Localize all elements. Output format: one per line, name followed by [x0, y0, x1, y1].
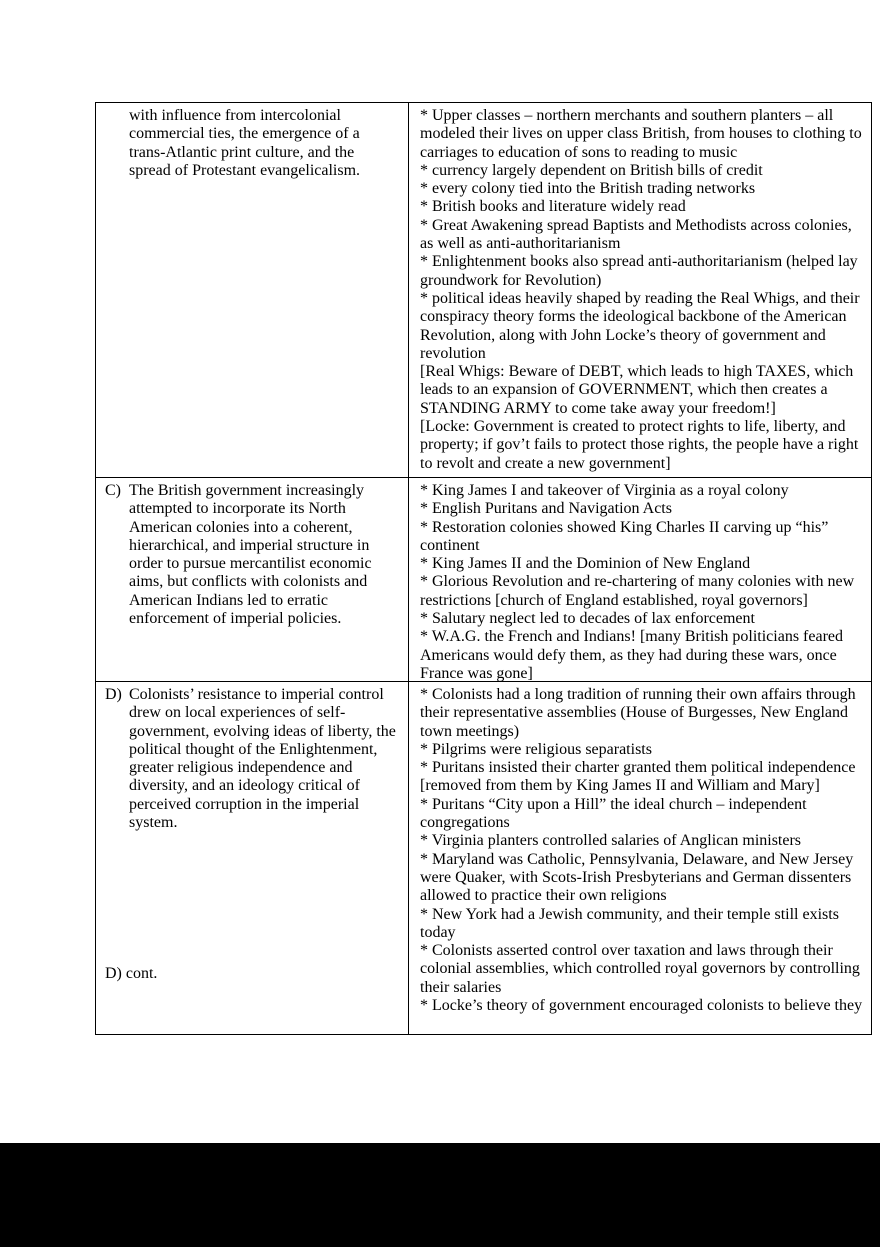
bullet-line: * English Puritans and Navigation Acts — [420, 500, 672, 518]
bullet-line: * Salutary neglect led to decades of lax enforcement — [420, 610, 755, 628]
bullet-line: * Colonists had a long tradition of running their own affairs through their representative assemblies (House of Burgesses, New England town meetings) — [420, 686, 856, 740]
bullet-line: * Locke’s theory of government encouraged colonists to believe they — [420, 997, 863, 1015]
bullet-line: * Colonists asserted control over taxation and laws through their colonial assemblies, which controlled royal governors by controlling their salaries — [420, 942, 860, 996]
bullet-line: * every colony tied into the British trading networks — [420, 180, 756, 198]
bullet-line: * Puritans “City upon a Hill” the ideal church – independent congregations — [420, 795, 807, 832]
bullet-line: * Pilgrims were religious separatists — [420, 740, 652, 758]
bullet-line: * Glorious Revolution and re-chartering of many colonies with new restrictions [church of England established, royal governors] — [420, 573, 855, 609]
bullet-line: * Enlightenment books also spread anti-authoritarianism (helped lay groundwork for Revolution) — [420, 253, 858, 289]
outline-item — [105, 107, 398, 180]
item-marker: D) — [105, 686, 122, 703]
left-cell — [96, 478, 409, 681]
bullet-line: * King James II and the Dominion of New England — [420, 555, 751, 573]
footer-black-band — [0, 1143, 880, 1247]
bullet-line: * British books and literature widely read — [420, 198, 686, 216]
bullet-line: * New York had a Jewish community, and their temple still exists today — [420, 905, 839, 941]
bullet-line: * W.A.G. the French and Indians! [many British politicians feared Americans would defy them, as they had during these wars, once France was gone] — [420, 628, 844, 681]
right-cell — [409, 478, 871, 681]
left-cell — [96, 103, 409, 477]
bullet-line: * Maryland was Catholic, Pennsylvania, Delaware, and New Jersey were Quaker, with Scots-Irish Presbyterians and German dissenters allowed to practice their own religions — [420, 850, 854, 905]
item-text: The British government increasingly attempted to incorporate its North American colonies into a coherent, hierarchical, and imperial structure in order to pursue mercantilist economic aims, but conflicts with colonists and American Indians led to erratic enforcement of imperial policies. — [129, 482, 372, 628]
table-row — [96, 477, 871, 681]
table-row — [96, 103, 871, 477]
left-cell — [96, 682, 409, 1034]
item-continuation-label: D) cont. — [105, 965, 158, 982]
outline-item — [105, 686, 398, 832]
item-text: Colonists’ resistance to imperial control drew on local experiences of self-government, evolving ideas of liberty, the political thought of the Enlightenment, greater religious independence and diversity, and an ideology critical of perceived corruption in the imperial system. — [129, 686, 396, 832]
bullet-line: * Restoration colonies showed King Charles II carving up “his” continent — [420, 518, 829, 554]
table-row — [96, 681, 871, 1034]
bullet-line: * Upper classes – northern merchants and southern planters – all modeled their lives on upper class British, from houses to clothing to carriages to education of sons to reading to music — [420, 107, 862, 161]
right-cell — [409, 103, 871, 477]
right-cell — [409, 682, 871, 1034]
bullet-line: [Locke: Government is created to protect rights to life, liberty, and property; if gov’t fails to protect those rights, the people have a right to revolt and create a new government] — [420, 418, 859, 472]
bullet-line: * political ideas heavily shaped by reading the Real Whigs, and their conspiracy theory forms the ideological backbone of the American Revolution, along with John Locke’s theory of government and revolution — [420, 289, 860, 362]
bullet-line: * Virginia planters controlled salaries of Anglican ministers — [420, 832, 802, 850]
item-marker: C) — [105, 482, 121, 499]
item-text: with influence from intercolonial commercial ties, the emergence of a trans-Atlantic print culture, and the spread of Protestant evangelicalism. — [129, 107, 361, 179]
notes-table — [95, 102, 872, 1035]
bullet-line: * King James I and takeover of Virginia as a royal colony — [420, 482, 789, 499]
bullet-line: * currency largely dependent on British bills of credit — [420, 161, 763, 179]
bullet-line: * Great Awakening spread Baptists and Methodists across colonies, as well as anti-authoritarianism — [420, 216, 852, 253]
bullet-line: * Puritans insisted their charter granted them political independence [removed from them by King James II and William and Mary] — [420, 759, 856, 795]
outline-item — [105, 482, 398, 628]
bullet-line: [Real Whigs: Beware of DEBT, which leads to high TAXES, which leads to an expansion of GOVERNMENT, which then creates a STANDING ARMY to come take away your freedom!] — [420, 363, 854, 417]
